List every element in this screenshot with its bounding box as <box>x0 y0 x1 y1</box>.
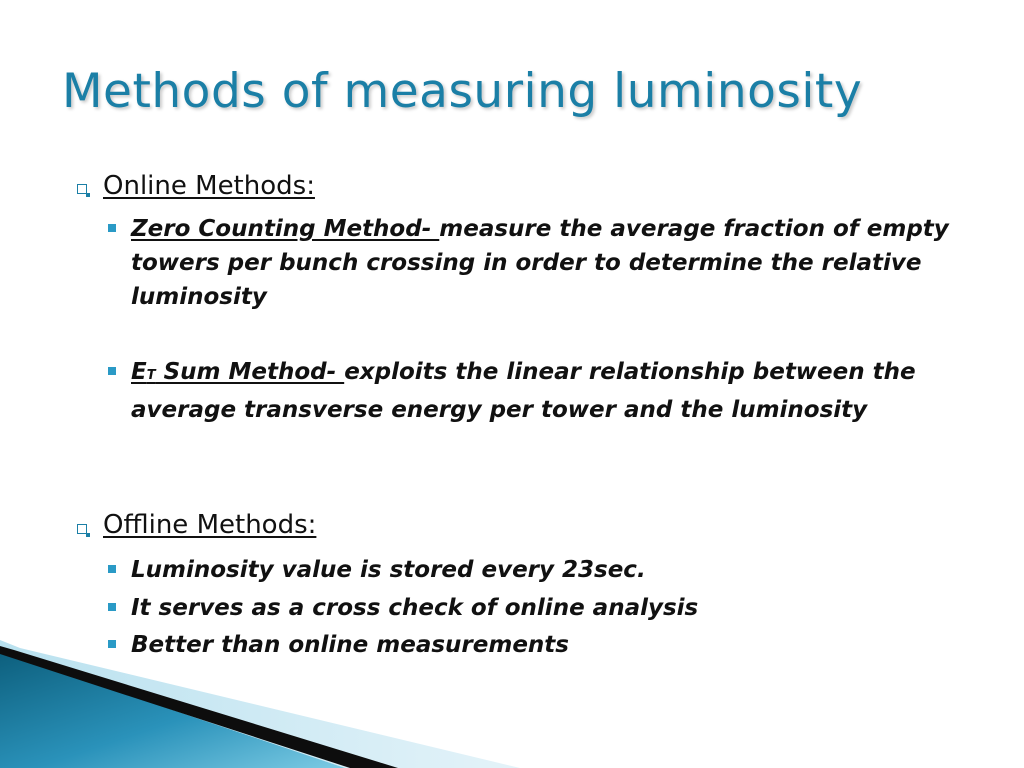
term-et-subscript: T <box>146 368 156 383</box>
desc-et-sum: exploits the linear relationship between the average transverse energy per tower and the luminosity <box>131 359 916 423</box>
desc-zero-counting: measure the average fraction of empty towers per bunch crossing in order to determine the relative luminosity <box>131 216 949 310</box>
slide-title: Methods of measuring luminosity <box>62 64 863 119</box>
list-item-text: It serves as a cross check of online analysis <box>131 595 699 621</box>
term-zero-counting: Zero Counting Method- <box>131 216 440 242</box>
term-et-rest: Sum Method- <box>155 359 345 385</box>
section-heading-offline-text: Offline Methods: <box>103 510 317 540</box>
list-item-text: Luminosity value is stored every 23sec. <box>131 557 646 583</box>
term-et-letter: E <box>131 359 147 385</box>
list-item-text: Better than online measurements <box>131 632 569 658</box>
section-heading-online-text: Online Methods: <box>103 171 315 201</box>
